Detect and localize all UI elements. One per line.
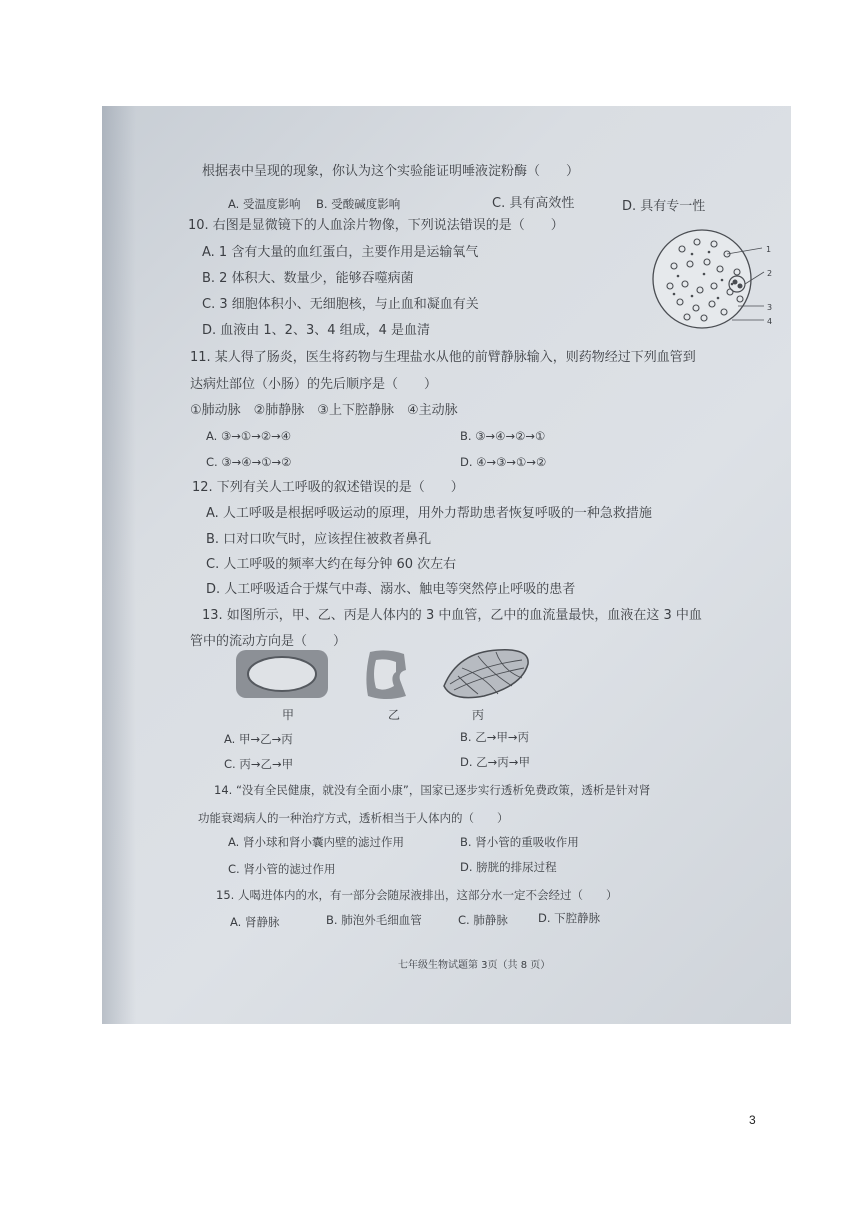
q10-option-b: B. 2 体积大、数量少，能够吞噬病菌 — [202, 271, 414, 286]
q14-stem-line2: 功能衰竭病人的一种治疗方式，透析相当于人体内的（ ） — [198, 811, 509, 825]
vein-lumen — [374, 659, 396, 689]
q9-option-b: B. 受酸碱度影响 — [316, 197, 401, 211]
q9-option-d: D. 具有专一性 — [622, 199, 706, 214]
smear-label-3: 3 — [767, 303, 773, 312]
q14-option-a: A. 肾小球和肾小囊内壁的滤过作用 — [228, 835, 404, 849]
smear-label-1: 1 — [766, 245, 772, 254]
q11-choices: ①肺动脉 ②肺静脉 ③上下腔静脉 ④主动脉 — [190, 403, 458, 418]
q12-option-a: A. 人工呼吸是根据呼吸运动的原理，用外力帮助患者恢复呼吸的一种急救措施 — [206, 506, 652, 521]
smear-label-2: 2 — [767, 269, 773, 278]
q12-stem: 12. 下列有关人工呼吸的叙述错误的是（ ） — [192, 480, 464, 495]
smear-field — [653, 230, 751, 328]
caption-yi: 乙 — [388, 708, 401, 722]
q15-option-b: B. 肺泡外毛细血管 — [326, 913, 422, 927]
q10-option-c: C. 3 细胞体积小、无细胞核，与止血和凝血有关 — [202, 297, 479, 312]
q11-option-d: D. ④→③→①→② — [460, 455, 547, 469]
q10-stem: 10. 右图是显微镜下的人血涂片物像，下列说法错误的是（ ） — [188, 218, 564, 233]
q11-option-c: C. ③→④→①→② — [206, 455, 292, 469]
vessel-yi-figure — [360, 646, 412, 704]
q14-option-c: C. 肾小管的滤过作用 — [228, 862, 336, 876]
q10-option-a: A. 1 含有大量的血红蛋白，主要作用是运输氧气 — [202, 245, 479, 260]
q13-option-d: D. 乙→丙→甲 — [460, 755, 530, 769]
q14-option-b: B. 肾小管的重吸收作用 — [460, 835, 579, 849]
q9-option-a: A. 受温度影响 — [228, 197, 301, 211]
capillary-network-outline — [444, 650, 528, 698]
exam-page-photo — [102, 106, 791, 1024]
blood-smear-figure — [652, 224, 778, 336]
caption-bing: 丙 — [472, 708, 485, 722]
q12-option-b: B. 口对口吹气时，应该捏住被救者鼻孔 — [206, 532, 432, 547]
page-number: 3 — [749, 1113, 756, 1127]
q11-stem-line2: 达病灶部位（小肠）的先后顺序是（ ） — [190, 377, 438, 392]
vessel-bing-figure — [438, 646, 534, 702]
q15-option-d: D. 下腔静脉 — [538, 911, 601, 925]
q13-stem-line1: 13. 如图所示，甲、乙、丙是人体内的 3 中血管，乙中的血流量最快，血液在这 3 中血 — [202, 608, 702, 623]
q15-option-c: C. 肺静脉 — [458, 913, 508, 927]
q9-option-c: C. 具有高效性 — [492, 196, 575, 211]
q14-stem-line1: 14. “没有全民健康，就没有全面小康”，国家已逐步实行透析免费政策，透析是针对肾 — [214, 783, 651, 797]
q13-option-b: B. 乙→甲→丙 — [460, 730, 529, 744]
q9-stem: 根据表中呈现的现象，你认为这个实验能证明唾液淀粉酶（ ） — [202, 164, 580, 179]
q13-stem-line2: 管中的流动方向是（ ） — [190, 634, 347, 649]
page-footer: 七年级生物试题第 3页（共 8 页） — [398, 960, 551, 971]
q15-option-a: A. 肾静脉 — [230, 915, 280, 929]
smear-label-4: 4 — [767, 317, 773, 326]
q10-option-d: D. 血液由 1、2、3、4 组成，4 是血清 — [202, 323, 431, 338]
caption-jia: 甲 — [282, 708, 295, 722]
q11-stem-line1: 11. 某人得了肠炎，医生将药物与生理盐水从他的前臂静脉输入，则药物经过下列血管到 — [190, 350, 696, 365]
q13-option-c: C. 丙→乙→甲 — [224, 757, 294, 771]
q11-option-a: A. ③→①→②→④ — [206, 429, 292, 443]
q11-option-b: B. ③→④→②→① — [460, 429, 546, 443]
q12-option-c: C. 人工呼吸的频率大约在每分钟 60 次左右 — [206, 557, 457, 572]
artery-lumen — [248, 657, 316, 691]
q12-option-d: D. 人工呼吸适合于煤气中毒、溺水、触电等突然停止呼吸的患者 — [206, 582, 576, 597]
q15-stem: 15. 人喝进体内的水，有一部分会随尿液排出，这部分水一定不会经过（ ） — [216, 888, 618, 902]
vessel-jia-figure — [232, 646, 332, 702]
q14-option-d: D. 膀胱的排尿过程 — [460, 860, 557, 874]
q13-option-a: A. 甲→乙→丙 — [224, 732, 293, 746]
